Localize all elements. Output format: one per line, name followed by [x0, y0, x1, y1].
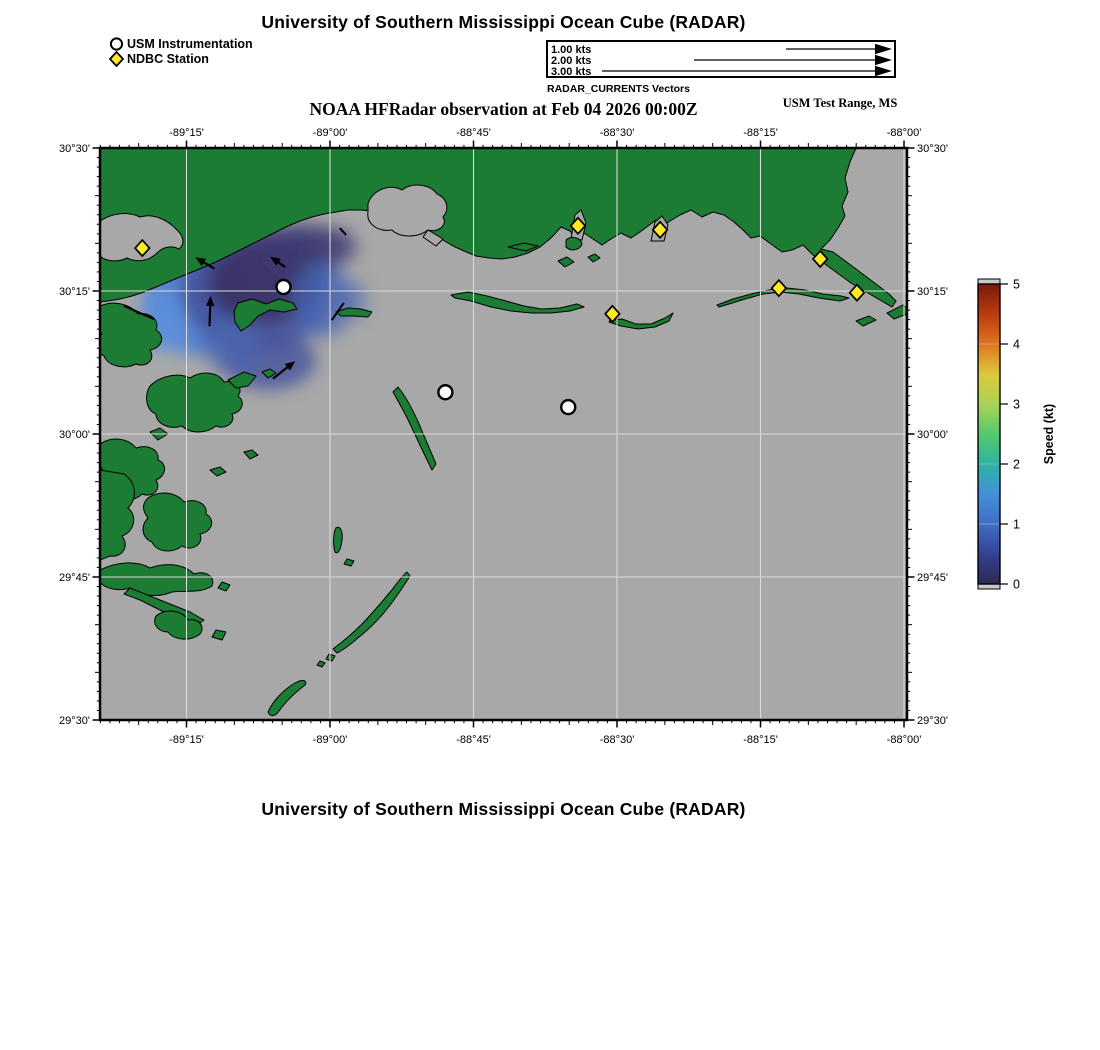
lon-tick-label: -89°15' — [169, 127, 204, 139]
lon-tick-label: -88°15' — [743, 734, 778, 746]
colorbar-under-cap — [978, 584, 1000, 589]
lon-tick-label: -88°00' — [886, 734, 922, 746]
lat-tick-label: 30°30' — [59, 143, 90, 155]
usm-instrumentation-marker — [561, 400, 575, 414]
lon-tick-label: -88°45' — [456, 734, 491, 746]
usm-instrumentation-marker — [277, 280, 291, 294]
colorbar-tick-label: 4 — [1013, 337, 1020, 352]
lon-tick-label: -89°15' — [169, 734, 204, 746]
vector-scale-label: 1.00 kts — [551, 44, 592, 56]
figure-bottom-title: University of Southern Mississippi Ocean Cube (RADAR) — [261, 799, 746, 819]
vector-scale-label: 3.00 kts — [551, 66, 592, 76]
lat-tick-label: 29°30' — [59, 715, 90, 727]
lon-tick-label: -88°00' — [886, 127, 922, 139]
figure-title: University of Southern Mississippi Ocean Cube (RADAR) — [261, 12, 746, 32]
lon-tick-label: -88°45' — [456, 127, 491, 139]
observation-subtitle: NOAA HFRadar observation at Feb 04 2026 00:00Z — [309, 99, 698, 119]
lat-tick-label: 30°15' — [59, 286, 90, 298]
colorbar-tick-label: 1 — [1013, 517, 1020, 532]
st-louis-bay — [368, 185, 447, 236]
lon-tick-label: -88°30' — [599, 734, 635, 746]
region-label: USM Test Range, MS — [782, 96, 898, 110]
colorbar-tick-label: 5 — [1013, 277, 1020, 292]
lon-tick-label: -89°00' — [312, 734, 348, 746]
lat-tick-label: 30°30' — [917, 143, 948, 155]
lat-tick-label: 30°15' — [917, 286, 948, 298]
lon-tick-label: -88°30' — [599, 127, 635, 139]
lat-tick-label: 30°00' — [917, 429, 948, 441]
colorbar-tick-label: 3 — [1013, 397, 1020, 412]
vector-scale-caption: RADAR_CURRENTS Vectors — [547, 83, 690, 95]
legend-item-label: NDBC Station — [127, 51, 209, 66]
lat-tick-label: 29°45' — [917, 572, 948, 584]
lat-tick-label: 29°30' — [917, 715, 948, 727]
vector-scale-label: 2.00 kts — [551, 55, 592, 67]
colorbar-gradient — [978, 284, 1000, 584]
lon-tick-label: -89°00' — [312, 127, 348, 139]
lat-tick-label: 30°00' — [59, 429, 90, 441]
colorbar — [978, 278, 1056, 592]
usm-instrumentation-marker — [438, 385, 452, 399]
colorbar-title: Speed (kt) — [1042, 403, 1056, 465]
lat-tick-label: 29°45' — [59, 572, 90, 584]
lon-tick-label: -88°15' — [743, 127, 778, 139]
colorbar-tick-label: 0 — [1013, 577, 1020, 592]
legend-item-label: USM Instrumentation — [127, 36, 253, 51]
colorbar-over-cap — [978, 279, 1000, 284]
colorbar-tick-label: 2 — [1013, 457, 1020, 472]
